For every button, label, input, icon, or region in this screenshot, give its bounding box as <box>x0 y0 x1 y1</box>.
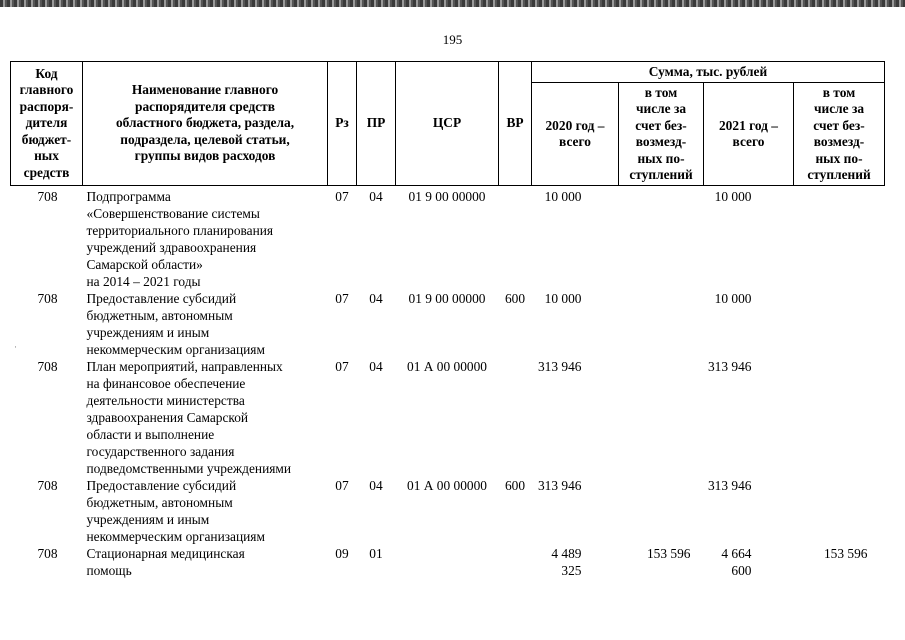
text-line: бюджет- <box>21 131 72 147</box>
header-name <box>83 62 328 186</box>
row-pr: 04 <box>369 291 383 306</box>
text-line: возмезд- <box>635 134 687 149</box>
row-2021-total: 10 000 <box>714 189 752 204</box>
header-csr: ЦСР <box>396 62 499 186</box>
text-line: распорядителя средств <box>135 98 275 114</box>
text-line: деятельности министерства <box>86 393 245 408</box>
row-2020-gratuitous <box>619 477 704 545</box>
text-line: Самарской области» <box>86 257 203 272</box>
row-name <box>83 290 328 358</box>
text-line: числе за <box>635 101 687 116</box>
header-2020-gratuitous <box>619 83 704 186</box>
text-line: распоря- <box>19 98 74 114</box>
text-line: учреждений здравоохранения <box>86 240 257 255</box>
text-line: бюджетным, автономным <box>86 308 233 323</box>
table-row <box>11 186 885 291</box>
budget-table <box>10 61 885 579</box>
text-line: числе за <box>813 101 865 116</box>
table-body <box>11 186 885 580</box>
text-line: ных по- <box>815 150 863 166</box>
row-2020-total: 313 946 <box>537 478 582 493</box>
text-line: учреждениям и иным <box>86 512 210 527</box>
text-line: ных <box>34 148 59 164</box>
text-line: на 2014 – 2021 годы <box>86 274 201 289</box>
row-pr: 04 <box>369 359 383 374</box>
text-line: некоммерческим организациям <box>86 529 265 544</box>
row-rz: 07 <box>335 189 349 204</box>
row-vr <box>499 358 532 477</box>
text-line: здравоохранения Самарской <box>86 410 249 425</box>
row-code: 708 <box>37 478 58 493</box>
text-line: подведомственными учреждениями <box>86 461 292 476</box>
row-name <box>83 545 328 579</box>
row-2021-gratuitous <box>794 358 885 477</box>
row-2020-gratuitous <box>619 358 704 477</box>
scan-top-edge <box>0 0 905 7</box>
row-vr <box>499 545 532 579</box>
row-code: 708 <box>37 189 58 204</box>
text-line: всего <box>559 134 591 149</box>
row-csr: 01 А 00 00000 <box>407 359 487 374</box>
text-line: бюджетным, автономным <box>86 495 233 510</box>
text-line: помощь <box>86 563 132 578</box>
row-2020-total: 10 000 <box>544 189 582 204</box>
text-line: счет без- <box>635 117 687 133</box>
text-line: Стационарная медицинская <box>86 546 245 561</box>
row-vr: 600 <box>504 291 526 306</box>
row-2020-total: 4 489 325 <box>551 546 582 578</box>
text-line: дителя <box>25 115 68 131</box>
text-line: всего <box>732 134 765 149</box>
row-name <box>83 358 328 477</box>
header-rz: Рз <box>328 62 357 186</box>
table-header <box>11 62 885 186</box>
text-line: некоммерческим организациям <box>86 342 265 357</box>
table-row <box>11 477 885 545</box>
row-2021-gratuitous: 153 596 <box>823 546 868 561</box>
row-2020-gratuitous <box>619 186 704 291</box>
row-2021-gratuitous <box>794 290 885 358</box>
text-line: ных по- <box>637 150 685 166</box>
text-line: Предоставление субсидий <box>86 478 237 493</box>
text-line: Предоставление субсидий <box>86 291 237 306</box>
text-line: на финансовое обеспечение <box>86 376 246 391</box>
row-2021-gratuitous <box>794 477 885 545</box>
text-line: в том <box>822 84 856 100</box>
row-csr: 01 9 00 00000 <box>408 189 486 204</box>
row-2021-gratuitous <box>794 186 885 291</box>
header-code <box>11 62 83 186</box>
row-name <box>83 477 328 545</box>
row-2020-total: 10 000 <box>544 291 582 306</box>
text-line: 2020 год – <box>545 117 605 133</box>
page-number: 195 <box>442 32 463 47</box>
row-csr: 01 9 00 00000 <box>408 291 486 306</box>
text-line: подраздела, целевой статьи, <box>120 131 290 147</box>
row-csr <box>396 545 499 579</box>
row-2020-gratuitous <box>619 290 704 358</box>
row-pr: 04 <box>369 189 383 204</box>
text-line: областного бюджета, раздела, <box>115 115 295 131</box>
row-2021-total: 313 946 <box>707 478 752 493</box>
text-line: территориального планирования <box>86 223 274 238</box>
header-2020-total <box>532 83 619 186</box>
text-line: ступлений <box>807 167 871 182</box>
table-row <box>11 358 885 477</box>
scan-speck: · <box>14 342 17 352</box>
text-line: в том <box>644 84 678 100</box>
table-row <box>11 290 885 358</box>
row-code: 708 <box>37 546 58 561</box>
row-2020-gratuitous: 153 596 <box>646 546 691 561</box>
text-line: «Совершенствование системы <box>86 206 260 221</box>
header-pr: ПР <box>357 62 396 186</box>
text-line: средств <box>23 164 70 180</box>
row-name <box>83 186 328 291</box>
row-pr: 04 <box>369 478 383 493</box>
row-code: 708 <box>37 359 58 374</box>
text-line: счет без- <box>813 117 865 133</box>
header-sum: Сумма, тыс. рублей <box>532 62 885 83</box>
text-line: возмезд- <box>813 134 865 149</box>
row-vr <box>499 186 532 291</box>
text-line: области и выполнение <box>86 427 215 442</box>
text-line: Наименование главного <box>131 82 279 98</box>
text-line: Подпрограмма <box>86 189 171 204</box>
row-2021-total: 4 664 600 <box>721 546 752 578</box>
row-pr: 01 <box>369 546 383 561</box>
row-2021-total: 10 000 <box>714 291 752 306</box>
row-2020-total: 313 946 <box>537 359 582 374</box>
row-rz: 07 <box>335 478 349 493</box>
text-line: учреждениям и иным <box>86 325 210 340</box>
text-line: группы видов расходов <box>134 148 276 164</box>
text-line: главного <box>19 82 74 98</box>
row-csr: 01 А 00 00000 <box>407 478 487 493</box>
row-rz: 09 <box>335 546 349 561</box>
row-code: 708 <box>37 291 58 306</box>
text-line: ступлений <box>629 167 693 182</box>
text-line: 2021 год – <box>718 117 778 133</box>
header-vr: ВР <box>499 62 532 186</box>
text-line: Код <box>35 65 58 81</box>
row-rz: 07 <box>335 291 349 306</box>
row-vr: 600 <box>504 478 526 493</box>
row-2021-total: 313 946 <box>707 359 752 374</box>
text-line: План мероприятий, направленных <box>86 359 283 374</box>
table-row <box>11 545 885 579</box>
header-2021-gratuitous <box>794 83 885 186</box>
header-2021-total <box>704 83 794 186</box>
text-line: государственного задания <box>86 444 235 459</box>
row-rz: 07 <box>335 359 349 374</box>
